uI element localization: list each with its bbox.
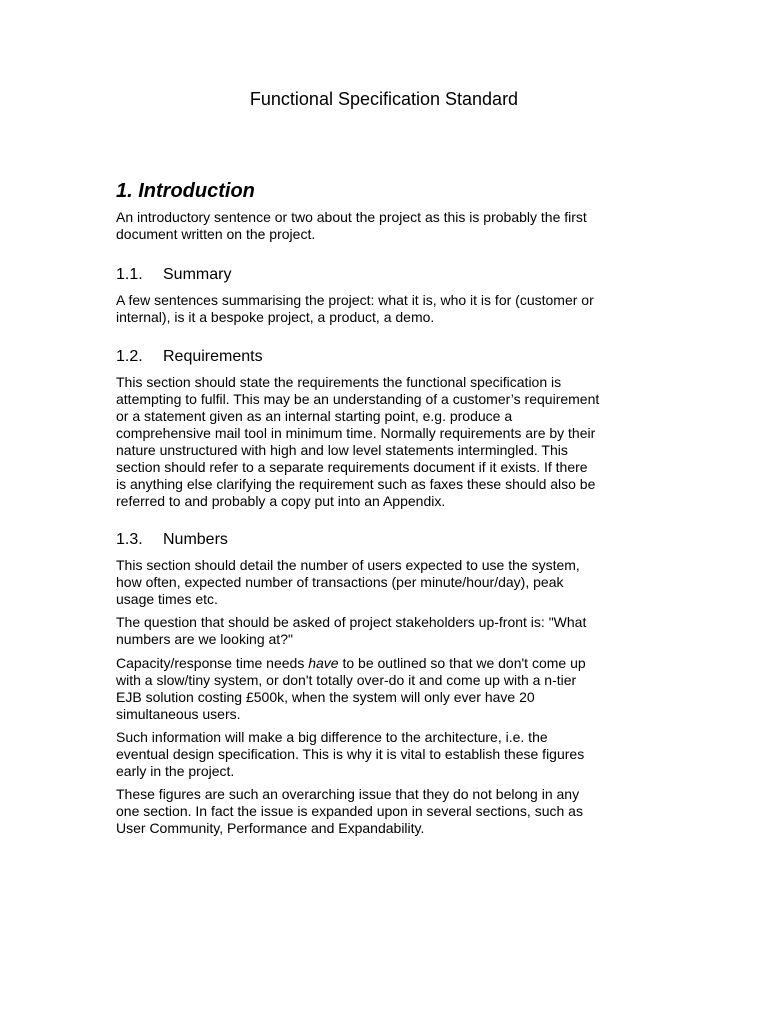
document-title: Functional Specification Standard: [249, 89, 519, 109]
text-line: comprehensive mail tool in minimum time. Normally requirements are by their: [116, 425, 596, 441]
text-line: is anything else clarifying the requirement such as faxes these should also be: [116, 476, 596, 492]
text-line: This section should detail the number of users expected to use the system,: [116, 557, 580, 573]
text-line: nature unstructured with high and low level statements intermingled. This: [116, 442, 568, 458]
text-line: An introductory sentence or two about the project as this is probably the first: [116, 209, 587, 225]
section-title: Summary: [163, 266, 232, 283]
text-line: usage times etc.: [116, 591, 218, 607]
text-run: Capacity/response time needs: [116, 655, 309, 671]
requirements-paragraph: [116, 374, 656, 510]
text-line: Such information will make a big difference to the architecture, i.e. the: [116, 729, 548, 745]
text-line: The question that should be asked of project stakeholders up-front is: "What: [116, 614, 587, 630]
text-run: to be outlined so that we don't come up: [338, 655, 586, 671]
text-line: This section should state the requirements the functional specification is: [116, 374, 562, 390]
numbers-paragraph-2: [116, 614, 656, 648]
text-line: with a slow/tiny system, or don't totally over-do it and come up with a n-tier: [116, 672, 577, 688]
text-line: A few sentences summarising the project: what it is, who it is for (customer or: [116, 292, 594, 308]
section-heading-numbers: [116, 530, 228, 550]
text-line: internal), is it a bespoke project, a product, a demo.: [116, 309, 435, 325]
section-number: 1.1.: [116, 266, 143, 283]
text-line: [116, 655, 656, 672]
section-number: 1.3.: [116, 531, 143, 548]
text-line: These figures are such an overarching issue that they do not belong in any: [116, 786, 580, 802]
text-line: referred to and probably a copy put into an Appendix.: [116, 493, 446, 509]
section-heading-summary: [116, 265, 231, 285]
text-line: attempting to fulfil. This may be an understanding of a customer’s requirement: [116, 391, 600, 407]
numbers-paragraph-1: [116, 557, 656, 608]
emphasis-text: have: [308, 655, 339, 671]
text-line: how often, expected number of transactions (per minute/hour/day), peak: [116, 574, 564, 590]
section-heading-introduction: 1. Introduction: [116, 180, 255, 202]
numbers-paragraph-4: [116, 729, 656, 780]
section-number: 1.2.: [116, 348, 143, 365]
summary-paragraph: [116, 292, 656, 326]
section-title: Numbers: [163, 531, 228, 548]
intro-paragraph: [116, 209, 656, 243]
numbers-paragraph-3: [116, 655, 656, 723]
text-line: or a statement given as an internal starting point, e.g. produce a: [116, 408, 513, 424]
text-line: one section. In fact the issue is expanded upon in several sections, such as: [116, 803, 583, 819]
numbers-paragraph-5: [116, 786, 656, 837]
text-line: eventual design specification. This is why it is vital to establish these figures: [116, 746, 585, 762]
text-line: User Community, Performance and Expandability.: [116, 820, 425, 836]
text-line: simultaneous users.: [116, 706, 241, 722]
text-line: numbers are we looking at?": [116, 631, 293, 647]
section-title: Requirements: [163, 348, 263, 365]
text-line: section should refer to a separate requirements document if it exists. If there: [116, 459, 588, 475]
text-line: document written on the project.: [116, 226, 316, 242]
section-heading-requirements: [116, 347, 263, 367]
text-line: EJB solution costing £500k, when the system will only ever have 20: [116, 689, 535, 705]
text-line: early in the project.: [116, 763, 235, 779]
